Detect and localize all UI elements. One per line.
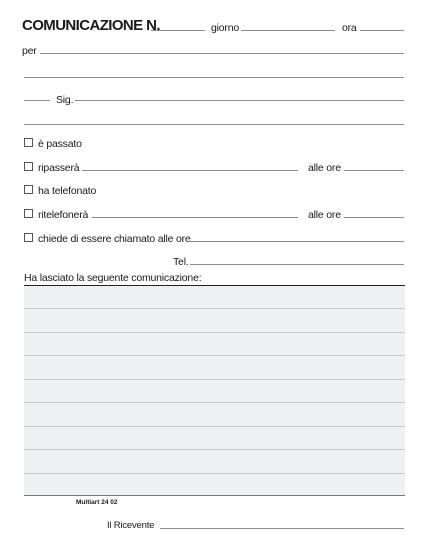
check-label-ritelefonera: ritelefonerà (38, 209, 89, 221)
form-title: COMUNICAZIONE N. (22, 17, 160, 34)
message-rule-line (24, 473, 405, 474)
sig-field-line[interactable] (75, 100, 404, 101)
per-label: per (22, 45, 37, 57)
ripassera-ore-line[interactable] (344, 170, 404, 171)
ritelefonera-ore-line[interactable] (344, 217, 404, 218)
message-area[interactable] (24, 285, 405, 496)
ripassera-alle-ore-label: alle ore (308, 162, 341, 174)
checkbox-ripassera[interactable] (24, 162, 33, 171)
form-code: Multiart 24 02 (76, 499, 118, 506)
ora-label: ora (342, 22, 357, 34)
checkbox-telefonato[interactable] (24, 185, 33, 194)
per-field-line[interactable] (40, 53, 404, 54)
check-label-ripassera: ripasserà (38, 162, 80, 174)
message-rule-line (24, 332, 405, 333)
receiver-signature-line[interactable] (160, 528, 404, 529)
message-rule-line (24, 402, 405, 403)
checkbox-passato[interactable] (24, 138, 33, 147)
check-label-telefonato: ha telefonato (38, 185, 97, 197)
checkbox-ritelefonera[interactable] (24, 209, 33, 218)
per-field-line-2[interactable] (24, 77, 404, 78)
ripassera-field-line[interactable] (82, 170, 298, 171)
message-rule-line (24, 355, 405, 356)
giorno-label: giorno (211, 22, 239, 34)
sig-prefix-line (24, 100, 50, 101)
message-rule-line (24, 426, 405, 427)
message-rule-line (24, 308, 405, 309)
message-rule-line (24, 379, 405, 380)
sig-field-line-2[interactable] (24, 124, 404, 125)
tel-label: Tel. (173, 256, 189, 268)
sig-label: Sig. (56, 94, 74, 106)
chiamato-ore-line[interactable] (190, 241, 404, 242)
check-label-chiamato: chiede di essere chiamato alle ore (38, 233, 191, 245)
ritelefonera-field-line[interactable] (92, 217, 298, 218)
checkbox-chiamato[interactable] (24, 233, 33, 242)
ritelefonera-alle-ore-label: alle ore (308, 209, 341, 221)
number-field-line[interactable] (151, 30, 205, 31)
ora-field-line[interactable] (360, 30, 404, 31)
giorno-field-line[interactable] (241, 30, 335, 31)
tel-field-line[interactable] (190, 264, 404, 265)
check-label-passato: è passato (38, 138, 82, 150)
receiver-label: Il Ricevente (107, 520, 155, 531)
message-label: Ha lasciato la seguente comunicazione: (24, 272, 202, 284)
message-rule-line (24, 449, 405, 450)
